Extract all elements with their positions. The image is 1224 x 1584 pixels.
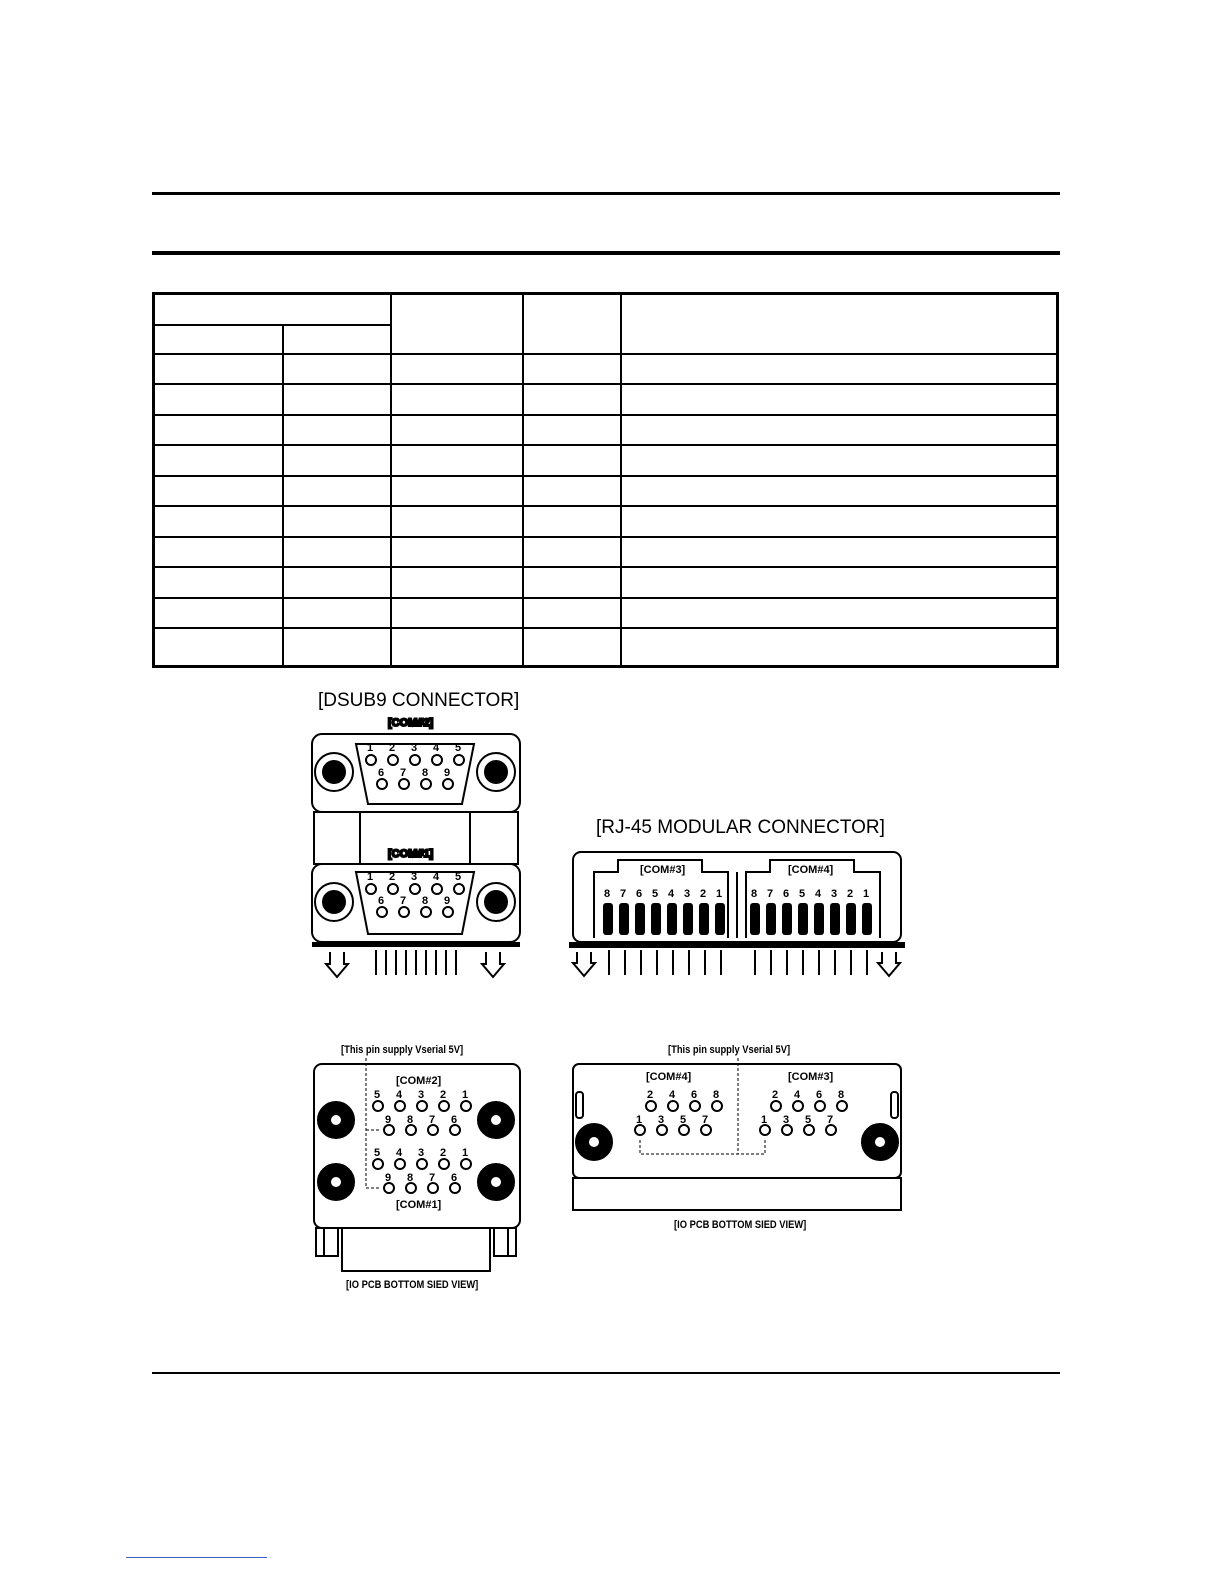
pin-label: 5 bbox=[799, 888, 806, 900]
header-rule-top bbox=[152, 192, 1060, 195]
through-hole-leads bbox=[573, 950, 900, 976]
header-rule-bottom bbox=[152, 251, 1060, 255]
pin-label: 4 bbox=[396, 1089, 403, 1101]
rj-bottom-view-diagram bbox=[566, 1058, 911, 1218]
pin-label: 8 bbox=[838, 1089, 845, 1101]
table-cell bbox=[283, 628, 391, 666]
pin-label: 7 bbox=[620, 888, 627, 900]
dsub-supply-note: [This pin supply Vserial 5V] bbox=[341, 1044, 464, 1056]
table-cell bbox=[154, 445, 283, 476]
pin-label: 6 bbox=[816, 1089, 823, 1101]
table-cell bbox=[391, 537, 523, 568]
pin-label: 4 bbox=[396, 1147, 403, 1159]
pin-label: 8 bbox=[604, 888, 611, 900]
table-cell bbox=[154, 354, 283, 385]
pin-row bbox=[366, 755, 464, 917]
pin-label: 5 bbox=[680, 1114, 687, 1126]
table-cell bbox=[154, 415, 283, 446]
through-hole-leads bbox=[326, 950, 504, 977]
pin-label: 3 bbox=[411, 871, 418, 883]
pin-label: 3 bbox=[684, 888, 691, 900]
table-cell bbox=[523, 445, 621, 476]
table-header-cell bbox=[523, 294, 621, 354]
table-row bbox=[154, 506, 1058, 537]
pin-label: 6 bbox=[378, 767, 385, 779]
rj45-title: [RJ-45 MODULAR CONNECTOR] bbox=[596, 817, 885, 838]
pin-label: 7 bbox=[400, 895, 407, 907]
pin-label: 1 bbox=[462, 1089, 469, 1101]
table-cell bbox=[154, 628, 283, 666]
pin-label: 1 bbox=[716, 888, 723, 900]
pin-label: 3 bbox=[411, 742, 418, 754]
pin-label: 8 bbox=[713, 1089, 720, 1101]
table-cell bbox=[391, 384, 523, 415]
pin-label: 5 bbox=[455, 871, 462, 883]
table-cell bbox=[621, 445, 1058, 476]
pin-label: 1 bbox=[863, 888, 870, 900]
table-cell bbox=[391, 354, 523, 385]
table-header-cell bbox=[154, 294, 391, 325]
table-cell bbox=[154, 567, 283, 598]
rj-supply-note: [This pin supply Vserial 5V] bbox=[668, 1044, 791, 1056]
pin-label: 7 bbox=[702, 1114, 709, 1126]
table-cell bbox=[283, 415, 391, 446]
table-cell bbox=[523, 628, 621, 666]
table-row bbox=[154, 445, 1058, 476]
pin-label: 5 bbox=[374, 1089, 381, 1101]
pin-label: 2 bbox=[772, 1089, 779, 1101]
mount-screw-hole bbox=[485, 891, 507, 913]
pin-label: 5 bbox=[652, 888, 659, 900]
dsub-bottom-view-diagram bbox=[300, 1058, 535, 1273]
table-cell bbox=[391, 567, 523, 598]
rj45-front-diagram bbox=[566, 846, 911, 986]
pcb-outline bbox=[573, 1064, 901, 1178]
mount-tab bbox=[316, 1228, 338, 1256]
com1-label: [COM#1] bbox=[388, 848, 434, 860]
pin-label: 7 bbox=[429, 1114, 436, 1126]
pin-label: 6 bbox=[783, 888, 790, 900]
dsub9-front-diagram bbox=[300, 712, 540, 987]
com3-label: [COM#3] bbox=[788, 1071, 834, 1083]
pin-label: 8 bbox=[422, 767, 429, 779]
table-row bbox=[154, 537, 1058, 568]
footer-rule bbox=[152, 1372, 1060, 1374]
pin-label: 4 bbox=[815, 888, 822, 900]
pin-row bbox=[635, 1101, 847, 1135]
pin-label: 6 bbox=[378, 895, 385, 907]
pin-label: 7 bbox=[400, 767, 407, 779]
table-cell bbox=[154, 384, 283, 415]
pin-label: 1 bbox=[636, 1114, 643, 1126]
slot-icon bbox=[891, 1092, 898, 1118]
table-cell bbox=[523, 384, 621, 415]
table-cell bbox=[154, 476, 283, 507]
com2-label: [COM#2] bbox=[396, 1075, 442, 1087]
pin-label: 8 bbox=[422, 895, 429, 907]
com3-label: [COM#3] bbox=[640, 864, 686, 876]
pin-label: 6 bbox=[451, 1114, 458, 1126]
table-cell bbox=[621, 537, 1058, 568]
footer-link-underline bbox=[126, 1557, 267, 1558]
table-row bbox=[154, 628, 1058, 666]
table-row bbox=[154, 415, 1058, 446]
table-row bbox=[154, 598, 1058, 629]
pin-label: 5 bbox=[805, 1114, 812, 1126]
pcb-edge bbox=[312, 942, 520, 947]
pin-label: 9 bbox=[385, 1172, 392, 1184]
pin-label: 4 bbox=[794, 1089, 801, 1101]
pin-label: 2 bbox=[440, 1147, 447, 1159]
table-row bbox=[154, 567, 1058, 598]
table-cell bbox=[391, 445, 523, 476]
mount-arrow-icon bbox=[326, 952, 348, 977]
mount-screw-hole bbox=[323, 761, 345, 783]
pin-label: 7 bbox=[767, 888, 774, 900]
table-cell bbox=[283, 476, 391, 507]
table-cell bbox=[621, 476, 1058, 507]
pin-label: 2 bbox=[700, 888, 707, 900]
pin-label: 2 bbox=[847, 888, 854, 900]
pin-label: 8 bbox=[407, 1172, 414, 1184]
table-cell bbox=[283, 598, 391, 629]
table-cell bbox=[523, 476, 621, 507]
pin-label: 1 bbox=[761, 1114, 768, 1126]
table-row bbox=[154, 354, 1058, 385]
table-cell bbox=[283, 567, 391, 598]
pin-label: 2 bbox=[389, 742, 396, 754]
table-cell bbox=[391, 415, 523, 446]
table-row bbox=[154, 476, 1058, 507]
pin-label: 2 bbox=[647, 1089, 654, 1101]
table-cell bbox=[523, 415, 621, 446]
table-cell bbox=[621, 628, 1058, 666]
table-cell bbox=[621, 415, 1058, 446]
pin-label: 7 bbox=[429, 1172, 436, 1184]
com2-label: [COM#2] bbox=[388, 717, 434, 729]
pin-assignment-table bbox=[152, 292, 1059, 668]
table-cell bbox=[621, 506, 1058, 537]
table-cell bbox=[391, 506, 523, 537]
table-header-cell bbox=[621, 294, 1058, 354]
table-cell bbox=[154, 598, 283, 629]
vserial-trace bbox=[640, 1140, 765, 1154]
table-cell bbox=[621, 384, 1058, 415]
table-cell bbox=[621, 598, 1058, 629]
pin-label: 5 bbox=[374, 1147, 381, 1159]
rj-view-caption: [IO PCB BOTTOM SIED VIEW] bbox=[674, 1219, 807, 1231]
table-cell bbox=[154, 537, 283, 568]
pin-label: 1 bbox=[367, 871, 374, 883]
table-cell bbox=[283, 506, 391, 537]
table-cell bbox=[391, 598, 523, 629]
pin-label: 3 bbox=[658, 1114, 665, 1126]
table-cell bbox=[523, 598, 621, 629]
mount-arrow-icon bbox=[482, 952, 504, 977]
table-cell bbox=[391, 476, 523, 507]
com1-label: [COM#1] bbox=[396, 1199, 442, 1211]
table-cell bbox=[621, 567, 1058, 598]
pin-label: 4 bbox=[433, 742, 440, 754]
table-cell bbox=[523, 506, 621, 537]
pin-label: 3 bbox=[418, 1089, 425, 1101]
pin-label: 6 bbox=[451, 1172, 458, 1184]
pin-label: 3 bbox=[418, 1147, 425, 1159]
pin-label: 7 bbox=[827, 1114, 834, 1126]
dsub9-title: [DSUB9 CONNECTOR] bbox=[318, 690, 520, 711]
pin-label: 6 bbox=[691, 1089, 698, 1101]
pin-label: 1 bbox=[462, 1147, 469, 1159]
pin-label: 9 bbox=[444, 767, 451, 779]
table-cell bbox=[523, 537, 621, 568]
pin-label: 2 bbox=[389, 871, 396, 883]
mount-screw-hole bbox=[485, 761, 507, 783]
com4-label: [COM#4] bbox=[646, 1071, 692, 1083]
table-cell bbox=[283, 537, 391, 568]
pcb-edge bbox=[569, 942, 905, 948]
pin-label: 3 bbox=[783, 1114, 790, 1126]
pin-label: 4 bbox=[433, 871, 440, 883]
pin-label: 5 bbox=[455, 742, 462, 754]
table-cell bbox=[391, 628, 523, 666]
pin-label: 4 bbox=[669, 1089, 676, 1101]
pin-label: 8 bbox=[751, 888, 758, 900]
table-row bbox=[154, 384, 1058, 415]
connector-body bbox=[342, 1228, 490, 1271]
mount-arrow-icon bbox=[573, 952, 595, 976]
pin-label: 6 bbox=[636, 888, 643, 900]
pin-label: 8 bbox=[407, 1114, 414, 1126]
table-header-row bbox=[154, 294, 1058, 325]
table-header-cell bbox=[154, 325, 283, 354]
table-cell bbox=[283, 354, 391, 385]
com4-label: [COM#4] bbox=[788, 864, 834, 876]
connector-body bbox=[573, 1178, 901, 1210]
pin-label: 9 bbox=[444, 895, 451, 907]
table-header-cell bbox=[283, 325, 391, 354]
table-cell bbox=[621, 354, 1058, 385]
mount-screw-hole bbox=[323, 891, 345, 913]
pin-label: 1 bbox=[367, 742, 374, 754]
table-cell bbox=[283, 445, 391, 476]
pin-label: 2 bbox=[440, 1089, 447, 1101]
table-cell bbox=[523, 354, 621, 385]
dsub-view-caption: [IO PCB BOTTOM SIED VIEW] bbox=[346, 1279, 479, 1291]
table-cell bbox=[523, 567, 621, 598]
table-cell bbox=[154, 506, 283, 537]
pin-label: 4 bbox=[668, 888, 675, 900]
table-cell bbox=[283, 384, 391, 415]
pin-label: 9 bbox=[385, 1114, 392, 1126]
slot-icon bbox=[576, 1092, 583, 1118]
pin-label: 3 bbox=[831, 888, 838, 900]
mount-arrow-icon bbox=[878, 952, 900, 976]
table-header-cell bbox=[391, 294, 523, 354]
mount-tab bbox=[494, 1228, 516, 1256]
